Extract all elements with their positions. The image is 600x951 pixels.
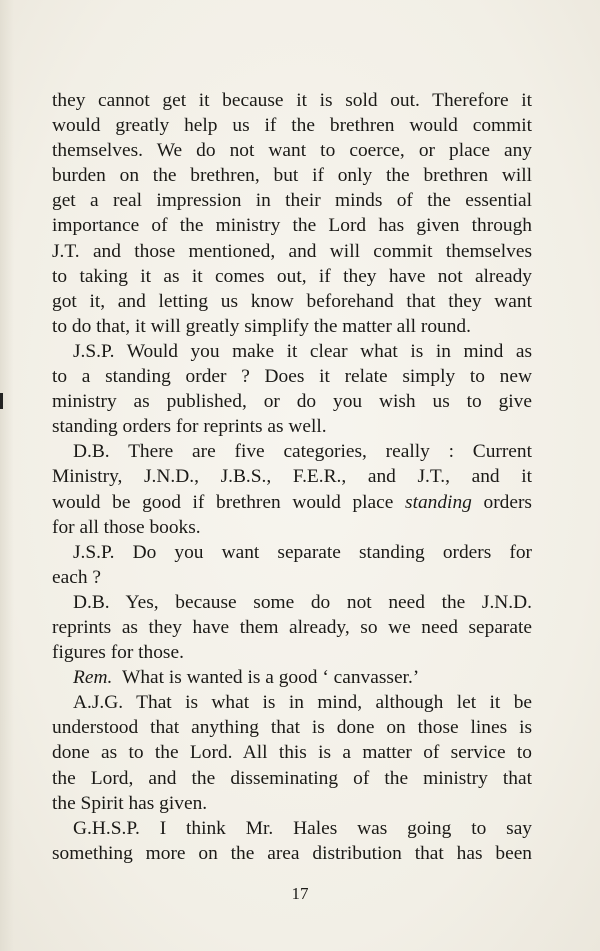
text-line: got it, and letting us know beforehand that they want (52, 290, 532, 312)
page-gutter-shadow (0, 0, 14, 951)
text-line: the Lord, and the disseminating of the ministry that (52, 767, 532, 789)
text-line: G.H.S.P. I think Mr. Hales was going to say (73, 817, 532, 839)
text-line: to do that, it will greatly simplify the matter all round. (52, 315, 471, 337)
text-run: orders (483, 491, 532, 513)
text-line: get a real impression in their minds of the essential (52, 190, 532, 212)
text-line: to a standing order ? Does it relate simply to new (52, 366, 532, 388)
text-line: to taking it as it comes out, if they have not already (52, 265, 532, 287)
text-line: they cannot get it because it is sold out. Therefore it (52, 90, 532, 111)
text-line (52, 665, 532, 690)
margin-mark (0, 393, 3, 409)
text-line: Ministry, J.N.D., J.B.S., F.E.R., and J.T., and it (52, 466, 532, 488)
text-line: ministry as published, or do you wish us to give (52, 391, 532, 413)
text-line: for all those books. (52, 516, 201, 538)
speaker-rem: Rem. (73, 667, 113, 689)
page-number: 17 (291, 884, 309, 903)
text-run: would be good if brethren would place (52, 491, 394, 513)
text-line: A.J.G. That is what is in mind, although let it be (73, 692, 532, 714)
text-line: D.B. Yes, because some do not need the J.N.D. (73, 591, 532, 613)
text-line: burden on the brethren, but if only the brethren will (52, 165, 532, 187)
text-line: understood that anything that is done on those lines is (52, 717, 532, 739)
body-text (52, 88, 532, 866)
text-run: What is wanted is a good ‘ canvasser.’ (122, 667, 420, 689)
text-line: standing orders for reprints as well. (52, 416, 327, 438)
text-line: importance of the ministry the Lord has given through (52, 215, 532, 237)
text-line (52, 490, 532, 515)
text-line: done as to the Lord. All this is a matter of service to (52, 742, 532, 764)
text-line: J.S.P. Would you make it clear what is in mind as (73, 340, 532, 362)
text-line: each ? (52, 566, 101, 588)
text-line: reprints as they have them already, so we need separate (52, 616, 532, 638)
text-line: J.T. and those mentioned, and will commit themselves (52, 240, 532, 262)
emphasis-standing: standing (405, 491, 472, 513)
text-line: themselves. We do not want to coerce, or place any (52, 140, 532, 162)
text-line: figures for those. (52, 642, 184, 664)
text-line: something more on the area distribution that has been (52, 842, 532, 864)
text-line: the Spirit has given. (52, 792, 208, 814)
text-line: would greatly help us if the brethren would commit (52, 115, 532, 137)
text-line: D.B. There are five categories, really : Current (73, 441, 532, 463)
text-line: J.S.P. Do you want separate standing orders for (73, 541, 532, 563)
